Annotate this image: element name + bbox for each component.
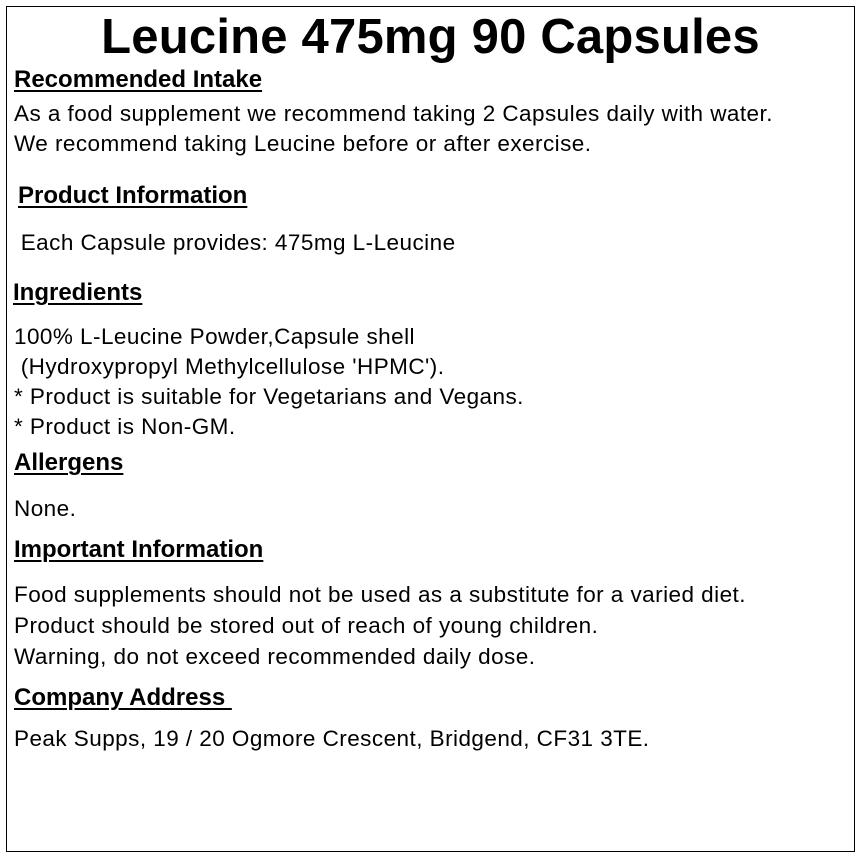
ingredients-line-3: * Product is suitable for Vegetarians and Vegans. bbox=[14, 384, 524, 409]
ingredients-heading: Ingredients bbox=[13, 279, 143, 306]
recommended-intake-heading: Recommended Intake bbox=[14, 66, 263, 93]
ingredients-line-2: (Hydroxypropyl Methylcellulose 'HPMC'). bbox=[14, 354, 445, 379]
ingredients-line-1: 100% L-Leucine Powder,Capsule shell bbox=[14, 324, 415, 349]
company-address-line-1: Peak Supps, 19 / 20 Ogmore Crescent, Bridgend, CF31 3TE. bbox=[14, 726, 650, 751]
allergens-line-1: None. bbox=[14, 496, 77, 521]
product-information-heading: Product Information bbox=[18, 182, 248, 209]
important-information-line-1: Food supplements should not be used as a substitute for a varied diet. bbox=[14, 582, 746, 607]
recommended-intake-line-1: As a food supplement we recommend taking 2 Capsules daily with water. bbox=[14, 101, 773, 126]
important-information-line-3: Warning, do not exceed recommended daily dose. bbox=[14, 644, 536, 669]
ingredients-line-4: * Product is Non-GM. bbox=[14, 414, 236, 439]
product-information-line-1: Each Capsule provides: 475mg L-Leucine bbox=[14, 230, 456, 255]
recommended-intake-line-2: We recommend taking Leucine before or after exercise. bbox=[14, 131, 592, 156]
product-title: Leucine 475mg 90 Capsules bbox=[101, 10, 760, 64]
company-address-heading: Company Address bbox=[14, 684, 232, 711]
allergens-heading: Allergens bbox=[14, 449, 124, 476]
important-information-heading: Important Information bbox=[14, 536, 264, 563]
important-information-line-2: Product should be stored out of reach of young children. bbox=[14, 613, 599, 638]
